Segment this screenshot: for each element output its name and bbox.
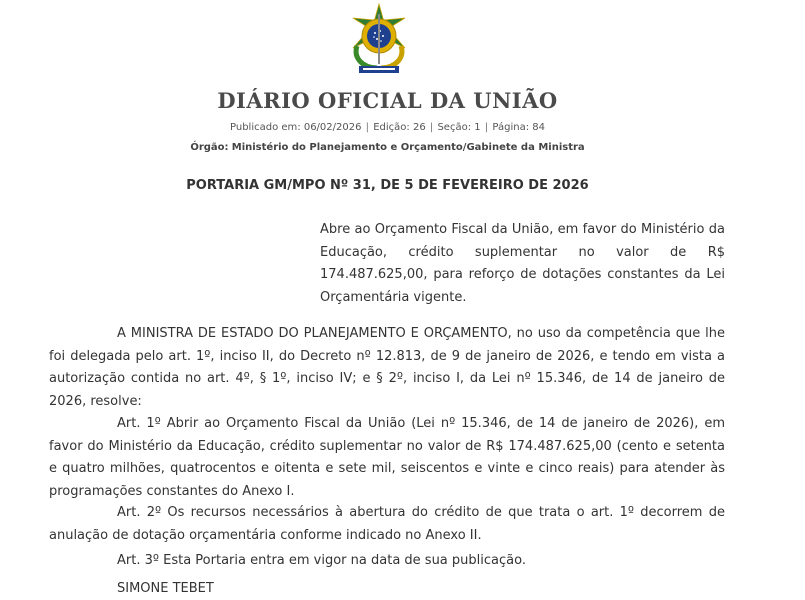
article-3-paragraph (49, 550, 725, 573)
ementa: Abre ao Orçamento Fiscal da União, em favor do Ministério da Educação, crédito suplementar no valor de R$ 174.487.625,00, para reforço de dotações constantes da Lei Orçamentária vigente. (320, 222, 725, 305)
published-label: Publicado em: (230, 122, 301, 133)
edition-label: Edição: (373, 122, 410, 133)
article-2-paragraph (49, 502, 725, 547)
page-number: 84 (532, 122, 545, 133)
article-1-text: Art. 1º Abrir ao Orçamento Fiscal da União (Lei nº 15.346, de 14 de janeiro de 2026), em favor do Ministério da Educação, crédito suplementar no valor de R$ 174.487.625,00 (cento e setenta e quatro milhões, quatrocentos e oitenta e sete mil, seiscentos e vinte e cinco reais) para atender às programações constantes do Anexo I. (49, 416, 725, 499)
section-label: Seção: (437, 122, 472, 133)
edition-number: 26 (412, 122, 426, 133)
document-title: PORTARIA GM/MPO Nº 31, DE 5 DE FEVEREIRO DE 2026 (186, 178, 589, 193)
masthead-title: DIÁRIO OFICIAL DA UNIÃO (217, 88, 558, 113)
publication-info: Publicado em: 06/02/2026 | Edição: 26 | Seção: 1 | Página: 84 (230, 122, 545, 133)
section-number: 1 (474, 122, 481, 133)
article-1-paragraph (49, 413, 725, 503)
article-3-text: Art. 3º Esta Portaria entra em vigor na data de sua publicação. (117, 553, 526, 568)
page-label: Página: (492, 122, 530, 133)
orgao-label: Órgão: (190, 142, 229, 153)
signatory: SIMONE TEBET (117, 581, 214, 596)
orgao-line (0, 142, 775, 153)
preamble-paragraph (49, 323, 725, 413)
preamble-text: A MINISTRA DE ESTADO DO PLANEJAMENTO E ORÇAMENTO, no uso da competência que lhe foi delegada pelo art. 1º, inciso II, do Decreto nº 12.813, de 9 de janeiro de 2026, e tendo em vista a autorização contida no art. 4º, § 1º, inciso IV; e § 2º, inciso I, da Lei nº 15.346, de 14 de janeiro de 2026, resolve: (49, 326, 725, 409)
published-date: 06/02/2026 (303, 122, 362, 133)
orgao-name: Ministério do Planejamento e Orçamento/Gabinete da Ministra (231, 142, 585, 153)
article-2-text: Art. 2º Os recursos necessários à abertura do crédito de que trata o art. 1º decorrem de anulação de dotação orçamentária conforme indicado no Anexo II. (49, 505, 725, 543)
brazil-coat-of-arms-icon (347, 2, 411, 78)
